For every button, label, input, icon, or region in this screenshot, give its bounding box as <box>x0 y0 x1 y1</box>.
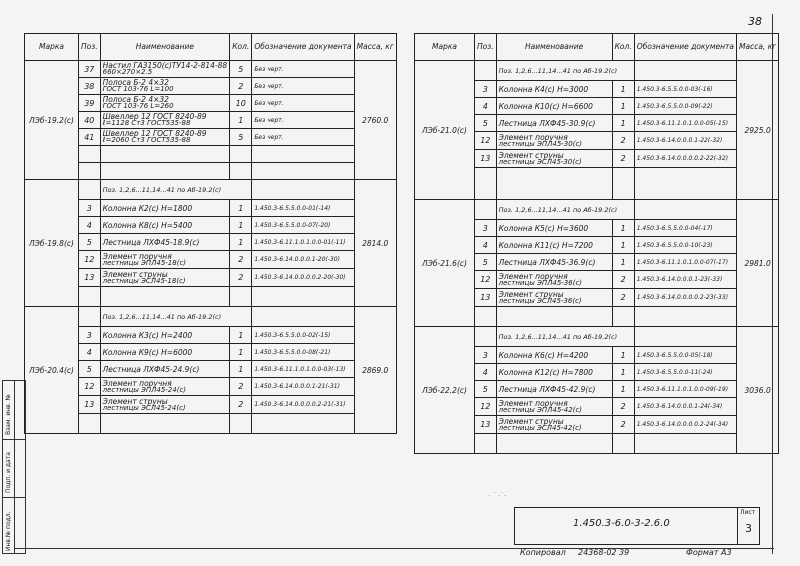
archive-number: 24368-02 39 <box>578 548 630 557</box>
doc-cell: 1.450.3-6.11.1.0.1.0.0-05(-15) <box>634 115 736 132</box>
sheet-cell <box>737 508 760 544</box>
pos-cell: 3 <box>475 81 497 98</box>
doc-cell: 1.450.3-6.14.0.0.0.0.2-22(-32) <box>634 150 736 168</box>
pos-cell: 3 <box>79 327 101 344</box>
header-name: Наименование <box>496 34 612 61</box>
copied-by-label: Копировал <box>520 548 566 557</box>
name-cell: Колонна К3(с) Н=2400 <box>100 327 230 344</box>
pos-cell: 13 <box>475 150 497 168</box>
group-header-text: Поз. 1,2,6...11,14...41 по Аб-19.2(с) <box>100 180 252 200</box>
name-cell: Колонна К4(с) Н=3000 <box>496 81 612 98</box>
qty-cell: 2 <box>612 271 634 289</box>
name-cell: Лестница ЛХФ45-18.9(с) <box>100 234 230 251</box>
doc-cell: 1.450.3-6.5.5.0.0-01(-14) <box>252 200 354 217</box>
sheet-corner-number: 38 <box>748 15 762 28</box>
pos-cell: 13 <box>475 289 497 307</box>
name-cell: Элемент поручня лестницы ЭПЛ45-30(с) <box>496 132 612 150</box>
doc-cell: 1.450.3-6.14.0.0.0.1-22(-32) <box>634 132 736 150</box>
pos-cell: 40 <box>79 112 101 129</box>
mass-cell: 3036.0 <box>737 327 779 454</box>
doc-cell: 1.450.3-6.14.0.0.0.0.2-23(-33) <box>634 289 736 307</box>
doc-cell: Без черт. <box>252 78 354 95</box>
table-header-row <box>25 34 397 61</box>
pos-cell: 4 <box>79 344 101 361</box>
group-header-text: Поз. 1,2,6...11,14...41 по Аб-19.2(с) <box>496 61 634 81</box>
qty-cell: 2 <box>612 398 634 416</box>
header-mass: Масса, кг <box>354 34 396 61</box>
qty-cell: 1 <box>230 112 252 129</box>
header-doc: Обозначение документа <box>634 34 736 61</box>
qty-cell: 1 <box>612 364 634 381</box>
pos-cell: 3 <box>79 200 101 217</box>
format-label: Формат А3 <box>686 548 732 557</box>
pos-cell: 12 <box>79 251 101 269</box>
doc-cell: 1.450.3-6.11.1.0.1.0.0-09(-19) <box>634 381 736 398</box>
qty-cell: 10 <box>230 95 252 112</box>
mark-cell: ЛЭб-21.0(с) <box>415 61 475 200</box>
doc-cell: 1.450.3-6.5.5.0.0-09(-22) <box>634 98 736 115</box>
qty-cell: 1 <box>612 115 634 132</box>
strip-divider <box>3 497 25 498</box>
qty-cell: 2 <box>612 289 634 307</box>
strip-divider <box>14 381 15 553</box>
header-mark: Марка <box>25 34 79 61</box>
name-cell: Колонна К2(с) Н=1800 <box>100 200 230 217</box>
doc-cell: Без черт. <box>252 112 354 129</box>
document-code: 1.450.3-6.0-3-2.6.0 <box>573 518 670 529</box>
qty-cell: 1 <box>612 254 634 271</box>
name-cell: Полоса Б-2 4×32 ГОСТ 103-76 L=260 <box>100 95 230 112</box>
empty-row <box>25 163 397 180</box>
pos-cell: 13 <box>79 396 101 414</box>
name-cell: Колонна К12(с) Н=7800 <box>496 364 612 381</box>
group-header-row <box>415 327 779 347</box>
replace-inv-label: Взам. инв. № <box>5 394 12 435</box>
name-cell: Колонна К8(с) Н=5400 <box>100 217 230 234</box>
doc-cell: 1.450.3-6.5.5.0.0-02(-15) <box>252 327 354 344</box>
header-qty: Кол. <box>612 34 634 61</box>
table-row <box>25 61 397 78</box>
mass-cell: 2814.0 <box>354 180 396 307</box>
doc-cell: 1.450.3-6.11.1.0.1.0.0-07(-17) <box>634 254 736 271</box>
name-cell: Лестница ЛХФ45-36.9(с) <box>496 254 612 271</box>
qty-cell: 2 <box>612 150 634 168</box>
name-cell: Настил ГА3150(с)ТУ14-2-814-88 660×270×2.5 <box>100 61 230 78</box>
pos-cell: 37 <box>79 61 101 78</box>
doc-cell: Без черт. <box>252 95 354 112</box>
qty-cell: 1 <box>230 217 252 234</box>
name-cell: Швеллер 12 ГОСТ 8240-89 ℓ=2060 Ст3 ГОСТ535-88 <box>100 129 230 146</box>
qty-cell: 1 <box>612 347 634 364</box>
qty-cell: 1 <box>230 361 252 378</box>
pos-cell: 3 <box>475 220 497 237</box>
group-header-row <box>25 307 397 327</box>
mark-cell: ЛЭб-22.2(с) <box>415 327 475 454</box>
name-cell: Колонна К6(с) Н=4200 <box>496 347 612 364</box>
pos-cell: 12 <box>475 271 497 289</box>
name-cell: Лестница ЛХФ45-24.9(с) <box>100 361 230 378</box>
qty-cell: 1 <box>612 81 634 98</box>
doc-cell: 1.450.3-6.5.5.0.0-07(-20) <box>252 217 354 234</box>
table-row <box>25 327 397 344</box>
pos-cell: 5 <box>79 361 101 378</box>
doc-cell: 1.450.3-6.5.5.0.0-08(-21) <box>252 344 354 361</box>
qty-cell: 1 <box>612 237 634 254</box>
header-name: Наименование <box>100 34 230 61</box>
pos-cell: 13 <box>79 269 101 287</box>
doc-cell: 1.450.3-6.5.5.0.0-11(-24) <box>634 364 736 381</box>
mark-cell: ЛЭб-21.6(с) <box>415 200 475 327</box>
qty-cell: 2 <box>230 269 252 287</box>
title-block <box>514 507 760 545</box>
name-cell: Элемент струны лестницы ЭСЛ45-30(с) <box>496 150 612 168</box>
pos-cell: 5 <box>475 254 497 271</box>
qty-cell: 1 <box>612 381 634 398</box>
side-stamp-strip <box>2 380 26 554</box>
qty-cell: 5 <box>230 129 252 146</box>
pos-cell: 4 <box>475 98 497 115</box>
mass-cell: 2925.0 <box>737 61 779 200</box>
doc-cell: 1.450.3-6.5.5.0.0-03(-16) <box>634 81 736 98</box>
doc-cell: 1.450.3-6.11.1.0.1.0.0-01(-11) <box>252 234 354 251</box>
group-header-text: Поз. 1,2,6...11,14...41 по Аб-19.2(с) <box>100 307 252 327</box>
name-cell: Элемент поручня лестницы ЭПЛ45-18(с) <box>100 251 230 269</box>
table-row <box>25 78 397 95</box>
pos-cell: 39 <box>79 95 101 112</box>
name-cell: Элемент струны лестницы ЭСЛ45-18(с) <box>100 269 230 287</box>
doc-cell: 1.450.3-6.14.0.0.0.0.2-21(-31) <box>252 396 354 414</box>
pos-cell: 12 <box>475 132 497 150</box>
mark-cell: ЛЭб-20.4(с) <box>25 307 79 434</box>
pos-cell: 13 <box>475 416 497 434</box>
sheet-number: 3 <box>745 522 752 535</box>
strip-divider <box>3 439 25 440</box>
name-cell: Элемент поручня лестницы ЭПЛ45-42(с) <box>496 398 612 416</box>
name-cell: Лестница ЛХФ45-42.9(с) <box>496 381 612 398</box>
spec-table-left <box>24 33 397 434</box>
qty-cell: 1 <box>230 234 252 251</box>
pos-cell: 12 <box>79 378 101 396</box>
qty-cell: 1 <box>230 327 252 344</box>
name-cell: Элемент поручня лестницы ЭПЛ45-24(с) <box>100 378 230 396</box>
doc-cell: 1.450.3-6.14.0.0.0.0.2-24(-34) <box>634 416 736 434</box>
doc-cell: 1.450.3-6.14.0.0.0.1-23(-33) <box>634 271 736 289</box>
pos-cell: 5 <box>475 115 497 132</box>
qty-cell: 2 <box>230 396 252 414</box>
table-row <box>25 361 397 378</box>
table-row <box>25 251 397 269</box>
group-header-row <box>415 200 779 220</box>
table-row <box>25 95 397 112</box>
table-row <box>25 344 397 361</box>
name-cell: Колонна К11(с) Н=7200 <box>496 237 612 254</box>
doc-cell: 1.450.3-6.14.0.0.0.1-20(-30) <box>252 251 354 269</box>
empty-row <box>25 146 397 163</box>
mark-cell: ЛЭб-19.2(с) <box>25 61 79 180</box>
qty-cell: 1 <box>230 344 252 361</box>
mark-cell: ЛЭб-19.8(с) <box>25 180 79 307</box>
name-cell: Лестница ЛХФ45-30.9(с) <box>496 115 612 132</box>
name-cell: Элемент струны лестницы ЭСЛ45-36(с) <box>496 289 612 307</box>
inventory-label: Инв.№ подл. <box>5 511 12 551</box>
frame-bottom-border <box>14 548 774 549</box>
qty-cell: 2 <box>230 78 252 95</box>
header-mark: Марка <box>415 34 475 61</box>
header-doc: Обозначение документа <box>252 34 354 61</box>
header-mass: Масса, кг <box>737 34 779 61</box>
doc-cell: 1.450.3-6.5.5.0.0-05(-18) <box>634 347 736 364</box>
pos-cell: 38 <box>79 78 101 95</box>
doc-cell: 1.450.3-6.5.5.0.0-04(-17) <box>634 220 736 237</box>
doc-cell: 1.450.3-6.14.0.0.0.1-24(-34) <box>634 398 736 416</box>
doc-cell: Без черт. <box>252 61 354 78</box>
table-row <box>25 378 397 396</box>
empty-row <box>25 414 397 434</box>
group-header-text: Поз. 1,2,6...11,14...41 по Аб-19.2(с) <box>496 327 634 347</box>
table-row <box>25 129 397 146</box>
mass-cell: 2869.0 <box>354 307 396 434</box>
pos-cell: 3 <box>475 347 497 364</box>
name-cell: Элемент струны лестницы ЭСЛ45-24(с) <box>100 396 230 414</box>
qty-cell: 2 <box>612 416 634 434</box>
empty-row <box>25 287 397 307</box>
pos-cell: 41 <box>79 129 101 146</box>
pos-cell: 4 <box>475 237 497 254</box>
pos-cell: 5 <box>79 234 101 251</box>
qty-cell: 5 <box>230 61 252 78</box>
qty-cell: 2 <box>230 251 252 269</box>
header-qty: Кол. <box>230 34 252 61</box>
doc-cell: Без черт. <box>252 129 354 146</box>
name-cell: Элемент струны лестницы ЭСЛ45-42(с) <box>496 416 612 434</box>
pos-cell: 4 <box>79 217 101 234</box>
qty-cell: 2 <box>612 132 634 150</box>
name-cell: Колонна К5(с) Н=3600 <box>496 220 612 237</box>
qty-cell: 1 <box>230 200 252 217</box>
table-header-row <box>415 34 779 61</box>
qty-cell: 1 <box>612 98 634 115</box>
group-header-text: Поз. 1,2,6...11,14...41 по Аб-19.2(с) <box>496 200 634 220</box>
doc-cell: 1.450.3-6.5.5.0.0-10(-23) <box>634 237 736 254</box>
name-cell: Полоса Б-2 4×32 ГОСТ 103-76 L=100 <box>100 78 230 95</box>
scan-speckles: · ˙ ·˙· <box>488 492 507 500</box>
mass-cell: 2981.0 <box>737 200 779 327</box>
table-row <box>25 217 397 234</box>
table-row <box>25 200 397 217</box>
name-cell: Элемент поручня лестницы ЭПЛ45-36(с) <box>496 271 612 289</box>
doc-cell: 1.450.3-6.14.0.0.0.0.2-20(-30) <box>252 269 354 287</box>
qty-cell: 2 <box>230 378 252 396</box>
table-row <box>25 269 397 287</box>
sheet-label: Лист <box>740 509 756 516</box>
pos-cell: 4 <box>475 364 497 381</box>
qty-cell: 1 <box>612 220 634 237</box>
header-pos: Поз. <box>79 34 101 61</box>
header-pos: Поз. <box>475 34 497 61</box>
name-cell: Колонна К9(с) Н=6000 <box>100 344 230 361</box>
table-row <box>25 234 397 251</box>
pos-cell: 12 <box>475 398 497 416</box>
doc-cell: 1.450.3-6.11.1.0.1.0.0-03(-13) <box>252 361 354 378</box>
sign-date-label: Подп. и дата <box>5 452 12 493</box>
doc-cell: 1.450.3-6.14.0.0.0.1-21(-31) <box>252 378 354 396</box>
table-row <box>25 396 397 414</box>
table-row <box>25 112 397 129</box>
spec-table-right <box>414 33 779 454</box>
mass-cell: 2760.0 <box>354 61 396 180</box>
name-cell: Швеллер 12 ГОСТ 8240-89 ℓ=1128 Ст3 ГОСТ535-88 <box>100 112 230 129</box>
name-cell: Колонна К10(с) Н=6600 <box>496 98 612 115</box>
group-header-row <box>415 61 779 81</box>
pos-cell: 5 <box>475 381 497 398</box>
group-header-row <box>25 180 397 200</box>
